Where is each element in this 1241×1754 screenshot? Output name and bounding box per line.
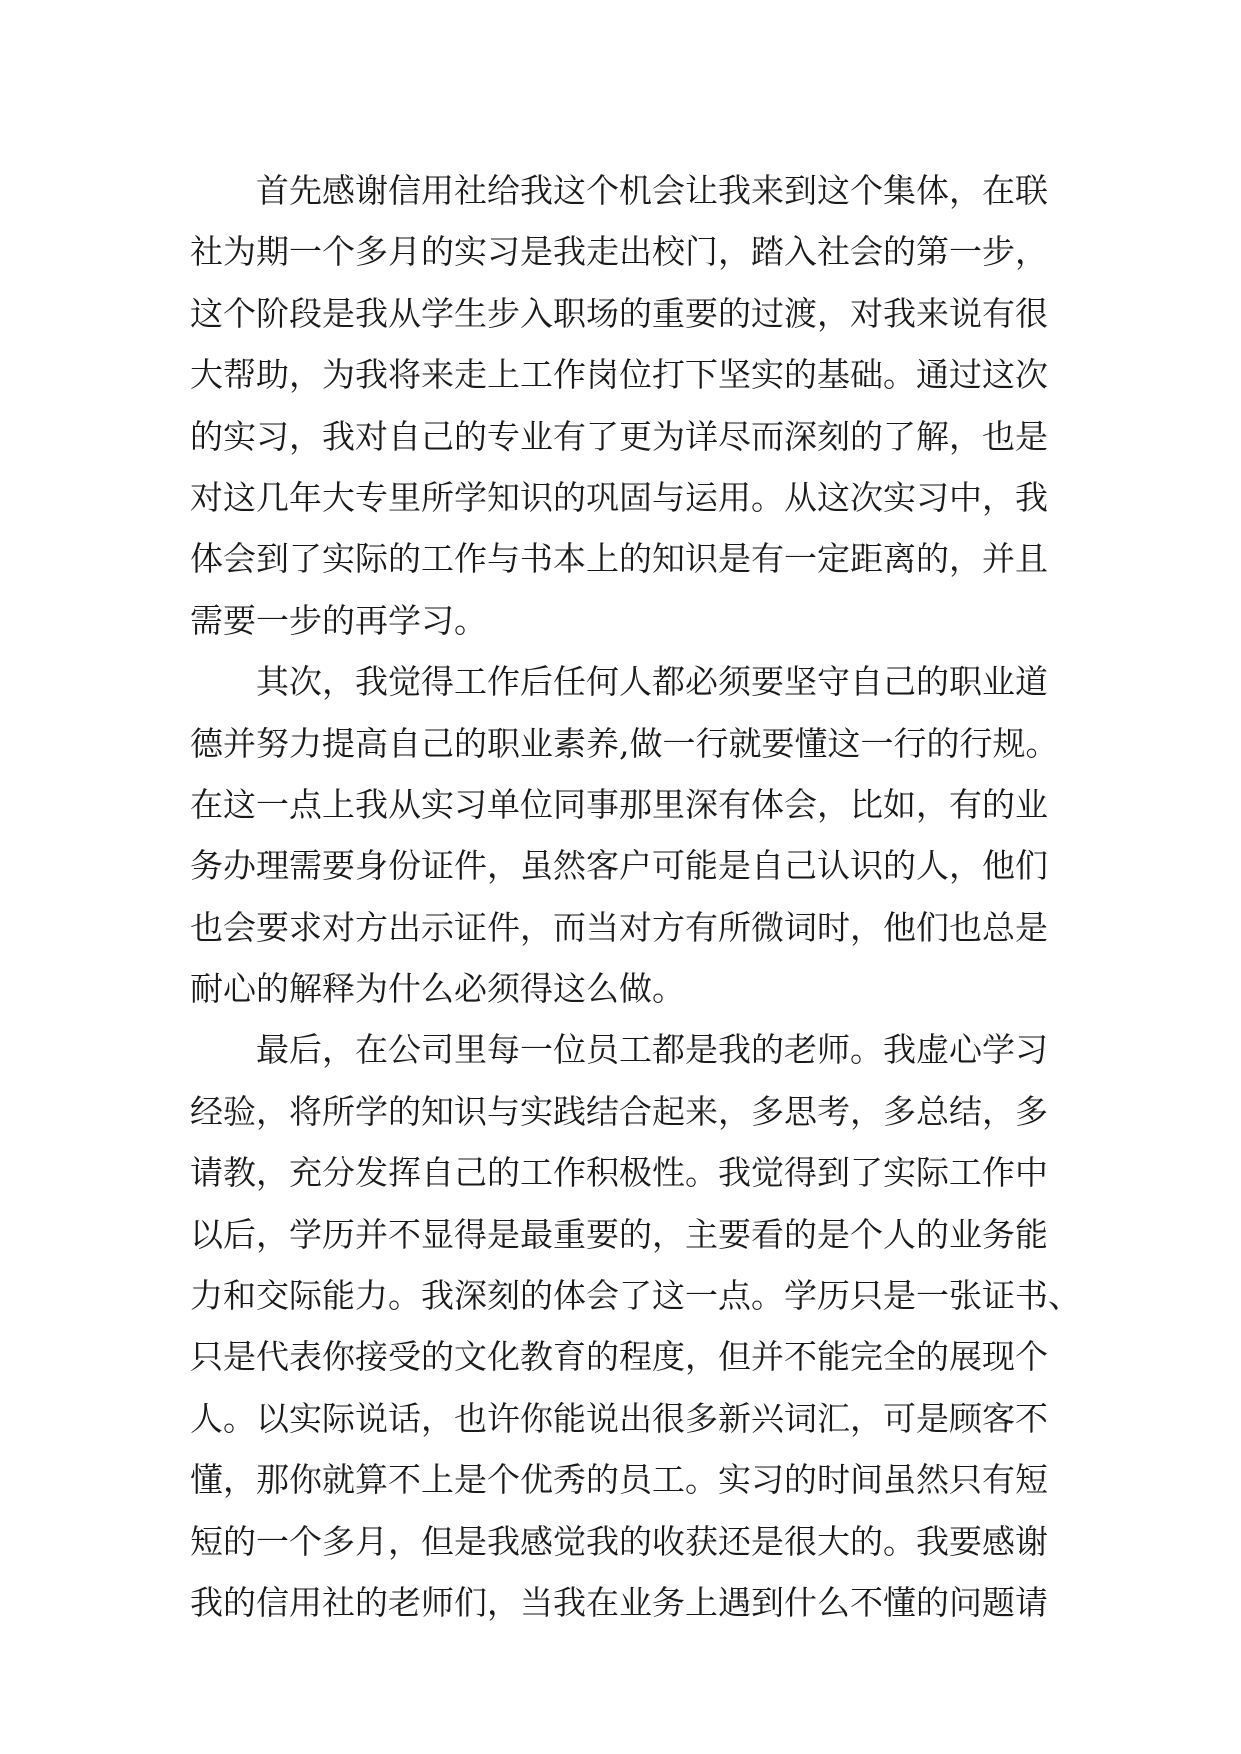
text-line: 的实习，我对自己的专业有了更为详尽而深刻的了解，也是	[190, 416, 1048, 456]
text-line: 请教，充分发挥自己的工作积极性。我觉得到了实际工作中	[190, 1153, 1048, 1193]
text-line: 首先感谢信用社给我这个机会让我来到这个集体，在联	[190, 171, 1048, 210]
text-line: 力和交际能力。我深刻的体会了这一点。学历只是一张证书、	[190, 1276, 1081, 1316]
text-line: 耐心的解释为什么必须得这么做。	[190, 969, 685, 1009]
text-line: 经验，将所学的知识与实践结合起来，多思考，多总结，多	[190, 1091, 1048, 1131]
text-line: 其次，我觉得工作后任何人都必须要坚守自己的职业道	[190, 662, 1048, 702]
text-line: 最后，在公司里每一位员工都是我的老师。我虚心学习	[190, 1030, 1048, 1070]
text-line: 德并努力提高自己的职业素养,做一行就要懂这一行的行规。	[190, 723, 1059, 763]
text-line: 也会要求对方出示证件，而当对方有所微词时，他们也总是	[190, 907, 1048, 947]
text-line: 人。以实际说话，也许你能说出很多新兴词汇，可是顾客不	[190, 1398, 1048, 1438]
text-line: 短的一个多月，但是我感觉我的收获还是很大的。我要感谢	[190, 1521, 1048, 1561]
text-line: 以后，学历并不显得是最重要的，主要看的是个人的业务能	[190, 1214, 1048, 1254]
text-line: 对这几年大专里所学知识的巩固与运用。从这次实习中，我	[190, 477, 1048, 517]
text-line: 只是代表你接受的文化教育的程度，但并不能完全的展现个	[190, 1337, 1048, 1377]
text-line: 体会到了实际的工作与书本上的知识是有一定距离的，并且	[190, 539, 1048, 579]
text-line: 我的信用社的老师们，当我在业务上遇到什么不懂的问题请	[190, 1582, 1048, 1622]
text-line: 大帮助，为我将来走上工作岗位打下坚实的基础。通过这次	[190, 355, 1048, 395]
text-line: 务办理需要身份证件，虽然客户可能是自己认识的人，他们	[190, 846, 1048, 886]
text-line: 这个阶段是我从学生步入职场的重要的过渡，对我来说有很	[190, 293, 1048, 333]
text-line: 在这一点上我从实习单位同事那里深有体会，比如，有的业	[190, 784, 1048, 824]
text-line: 社为期一个多月的实习是我走出校门，踏入社会的第一步，	[190, 232, 1048, 272]
body-text	[190, 160, 1081, 1633]
text-line: 需要一步的再学习。	[190, 600, 487, 640]
text-line: 懂，那你就算不上是个优秀的员工。实习的时间虽然只有短	[190, 1460, 1048, 1500]
